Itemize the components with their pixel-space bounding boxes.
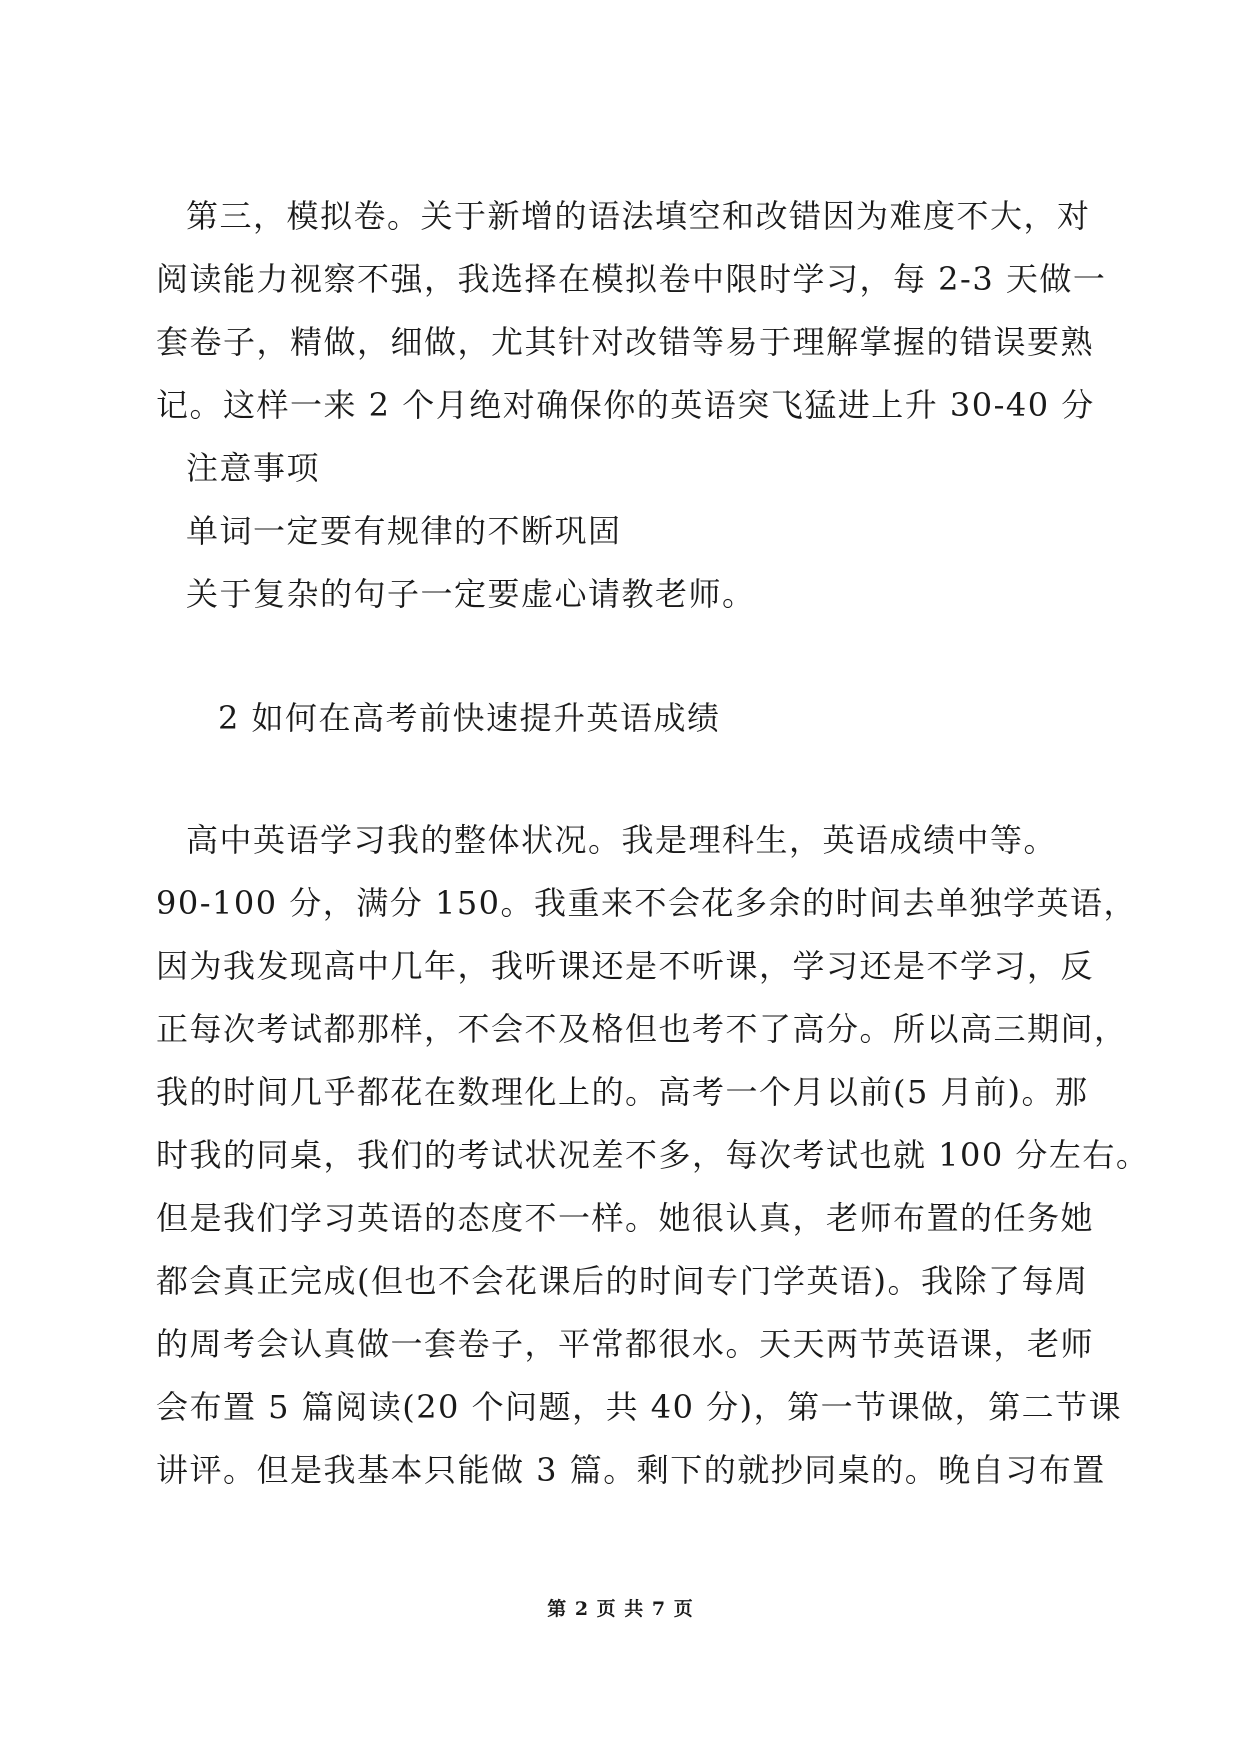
paragraph-line: 会布置 5 篇阅读(20 个问题，共 40 分)，第一节课做，第二节课 [156,1388,1123,1426]
paragraph-line: 第三，模拟卷。关于新增的语法填空和改错因为难度不大，对 [186,197,1091,235]
section-heading: 2 如何在高考前快速提升英语成绩 [218,699,721,737]
notes-title: 注意事项 [186,449,321,487]
paragraph-line: 90-100 分，满分 150。我重来不会花多余的时间去单独学英语， [156,884,1138,922]
paragraph-line: 但是我们学习英语的态度不一样。她很认真，老师布置的任务她 [156,1199,1095,1237]
paragraph-line: 因为我发现高中几年，我听课还是不听课，学习还是不学习，反 [156,947,1095,985]
paragraph-line: 都会真正完成(但也不会花课后的时间专门学英语)。我除了每周 [156,1262,1089,1300]
paragraph-line: 的周考会认真做一套卷子，平常都很水。天天两节英语课，老师 [156,1325,1095,1363]
paragraph-line: 讲评。但是我基本只能做 3 篇。剩下的就抄同桌的。晚自习布置 [156,1451,1106,1489]
paragraph-line: 记。这样一来 2 个月绝对确保你的英语突飞猛进上升 30-40 分 [156,386,1095,424]
page-footer: 第 2 页 共 7 页 [547,1598,694,1620]
paragraph-line: 正每次考试都那样，不会不及格但也考不了高分。所以高三期间， [156,1010,1128,1048]
note-item: 单词一定要有规律的不断巩固 [186,512,622,550]
paragraph-line: 套卷子，精做，细做，尤其针对改错等易于理解掌握的错误要熟 [156,323,1095,361]
note-item: 关于复杂的句子一定要虚心请教老师。 [186,575,756,613]
paragraph-line: 阅读能力视察不强，我选择在模拟卷中限时学习，每 2-3 天做一 [156,260,1107,298]
paragraph-line: 我的时间几乎都花在数理化上的。高考一个月以前(5 月前)。那 [156,1073,1089,1111]
paragraph-line: 高中英语学习我的整体状况。我是理科生，英语成绩中等。 [186,821,1058,859]
paragraph-line: 时我的同桌，我们的考试状况差不多，每次考试也就 100 分左右。 [156,1136,1150,1174]
